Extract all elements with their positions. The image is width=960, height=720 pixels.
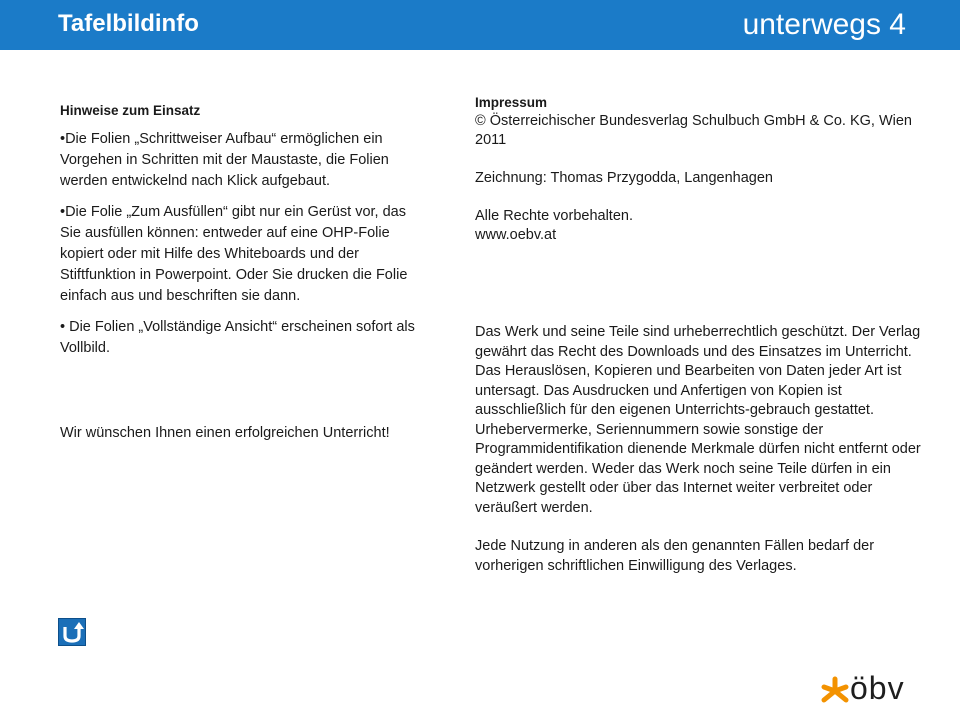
oebv-logo	[820, 670, 915, 710]
brand-title: unterwegs 4	[742, 8, 906, 41]
hints-heading: Hinweise zum Einsatz	[60, 103, 201, 118]
legal-paragraph: Jede Nutzung in anderen als den genannten Fällen bedarf der vorherigen schriftlichen Einwilligung des Verlages.	[475, 538, 875, 574]
website-text: www.oebv.at	[475, 227, 557, 243]
hints-section	[60, 100, 430, 369]
drawing-credit: Zeichnung: Thomas Przygodda, Langenhagen	[475, 170, 774, 186]
header-bar	[0, 0, 960, 50]
hint-item: • Die Folien „Vollständige Ansicht“ erscheinen sofort als Vollbild.	[60, 319, 415, 356]
imprint-section	[475, 93, 935, 245]
u-turn-arrow-icon	[59, 619, 85, 645]
logo-text: öbv	[850, 670, 905, 706]
imprint-heading: Impressum	[475, 95, 548, 110]
legal-section	[475, 323, 935, 595]
closing-text: Wir wünschen Ihnen einen erfolgreichen Unterricht!	[60, 425, 390, 441]
hint-item: •Die Folie „Zum Ausfüllen“ gibt nur ein Gerüst vor, das Sie ausfüllen können: entweder auf eine OHP-Folie kopiert oder mit Hilfe des Whiteboards und der Stiftfunktion in Powerpoint. Oder Sie drucken die Folie einfach aus und beschriften sie dann.	[60, 204, 408, 304]
rights-text: Alle Rechte vorbehalten.	[475, 208, 633, 224]
star-icon	[820, 676, 850, 706]
hint-item: •Die Folien „Schrittweiser Aufbau“ ermöglichen ein Vorgehen in Schritten mit der Maustaste, die Folien werden entwickelnd nach Klick aufgebaut.	[60, 131, 389, 189]
back-button[interactable]	[58, 618, 86, 646]
page-title: Tafelbildinfo	[58, 10, 199, 37]
legal-paragraph: Das Werk und seine Teile sind urheberrechtlich geschützt. Der Verlag gewährt das Recht des Downloads und des Einsatzes im Unterricht. Das Herauslösen, Kopieren und Bearbeiten von Daten jeder Art ist untersagt. Das Ausdrucken und Anfertigen von Kopien ist ausschließlich für den eigenen Unterrichts-gebrauch gestattet. Urhebervermerke, Seriennummern sowie sonstige der Programmidentifikation dienende Merkmale dürfen nicht entfernt oder geändert werden. Weder das Werk noch seine Teile dürfen in ein Netzwerk gestellt oder über das Internet weiter verbreitet oder veräußert werden.	[475, 324, 921, 516]
copyright-text: © Österreichischer Bundesverlag Schulbuch GmbH & Co. KG, Wien 2011	[475, 113, 912, 148]
